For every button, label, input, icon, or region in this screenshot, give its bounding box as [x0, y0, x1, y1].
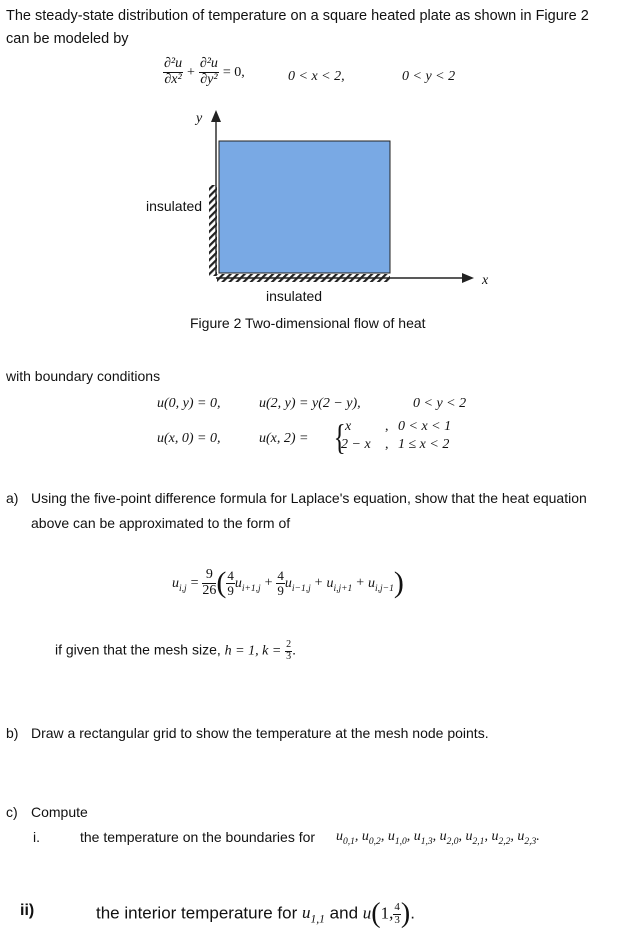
bc-row2-right: u(x, 2) =	[259, 431, 309, 446]
part-c-i-label: i.	[33, 829, 40, 845]
part-c-i-vars: $u_{0,1}$, $u_{0,2}$, $u_{1,0}$, $u_{1,3}$, $u_{2,0}$, $u_{2,1}$, $u_{2,2}$, $u_{2,3}$.	[336, 829, 540, 847]
bc-case1-sep: ,	[385, 419, 389, 434]
intro-line-1: The steady-state distribution of temperature on a square heated plate as shown in Figure 2	[6, 8, 589, 24]
formula-frac-2	[276, 569, 285, 597]
f1-num: 4	[227, 567, 234, 583]
pde-x-range: 0 < x < 2,	[288, 69, 345, 84]
x-axis-label: x	[482, 273, 489, 288]
pde-frac-y-den: ∂y²	[200, 71, 218, 87]
pde-plus: +	[187, 64, 195, 80]
coef-den: 26	[202, 582, 217, 598]
y-axis-label: y	[196, 111, 203, 126]
difference-formula: $u_{i,j}$ = $\frac{9}{26}$ ( $\frac{4}{9}$ $u_{i+1,j}$ + $\frac{4}{9}$ $u_{i-1,j} + u_{i,j+1} + u_{i,j-1}$)	[172, 566, 404, 599]
part-c-ii-den: 3	[394, 913, 400, 926]
bc-row1-right: u(2, y) = y(2 − y),	[259, 396, 361, 411]
mesh-k-den: 3	[286, 650, 292, 662]
part-c-ii-var: $u_{1,1}$	[302, 903, 325, 926]
bc-row1-left: u(0, y) = 0,	[157, 396, 221, 411]
x-axis-arrow	[462, 273, 474, 283]
formula-frac-1	[226, 569, 235, 597]
figure-2-diagram	[0, 100, 635, 340]
part-c-ii-num: 4	[394, 900, 400, 913]
part-b-label: b)	[6, 725, 19, 741]
mesh-h: h = 1, k =	[224, 643, 282, 659]
bc-case2-sep: ,	[385, 437, 389, 452]
pde-equation	[163, 57, 245, 87]
pde-frac-x-den: ∂x²	[164, 71, 182, 87]
part-c-ii-frac	[393, 902, 401, 926]
mesh-end: .	[292, 641, 297, 658]
formula-coefficient	[202, 568, 216, 598]
mesh-size-line	[55, 640, 296, 662]
formula-term-3: $u_{i,j+1}$	[326, 575, 353, 594]
pde-frac-x	[163, 57, 183, 87]
plate	[219, 141, 390, 273]
mesh-text: if given that the mesh size,	[55, 641, 221, 658]
pde-rhs: = 0,	[222, 64, 245, 80]
part-c-ii-label: ii)	[20, 902, 35, 919]
part-c-ii-and: and	[329, 903, 359, 923]
bc-row1-range: 0 < y < 2	[413, 396, 467, 411]
part-c-text: Compute	[31, 804, 88, 820]
part-c-ii-line: the interior temperature for $u_{1,1}$ and u(1, $\frac{4}{3}$ ).	[96, 898, 415, 929]
part-c-ii-text: the interior temperature for	[96, 903, 298, 923]
formula-equals: =	[190, 575, 199, 591]
f2-num: 4	[277, 567, 284, 583]
part-a-label: a)	[6, 490, 19, 506]
part-a-line-2: above can be approximated to the form of	[31, 515, 291, 531]
formula-open-paren: (	[216, 566, 227, 599]
part-c-label: c)	[6, 804, 18, 820]
pde-y-range: 0 < y < 2	[402, 69, 456, 84]
part-b-text: Draw a rectangular grid to show the temperature at the mesh node points.	[31, 725, 489, 741]
part-c-ii-u: u	[362, 903, 372, 923]
left-insulated-label: insulated	[146, 198, 203, 214]
bc-case1-expr: x	[345, 419, 352, 434]
bc-case1-cond: 0 < x < 1	[398, 419, 452, 434]
formula-term-4: $u_{i,j-1}$	[368, 575, 394, 594]
bc-case2-cond: 1 ≤ x < 2	[398, 437, 450, 452]
f1-den: 9	[227, 582, 234, 598]
bottom-insulated-label: insulated	[266, 288, 323, 304]
formula-close-paren: )	[393, 566, 404, 599]
bc-row2-left: u(x, 0) = 0,	[157, 431, 221, 446]
part-a-line-1: Using the five-point difference formula for Laplace's equation, show that the heat equation	[31, 490, 587, 506]
y-axis-arrow	[211, 110, 221, 122]
pde-frac-y	[199, 57, 219, 87]
part-c-ii-arg1: 1,	[380, 903, 394, 923]
f2-den: 9	[277, 582, 284, 598]
bc-heading: with boundary conditions	[6, 368, 161, 384]
bc-brace: {	[333, 417, 346, 457]
intro-line-2: can be modeled by	[6, 31, 129, 47]
formula-term-2: $u_{i-1,j}$	[284, 575, 311, 594]
coef-num: 9	[202, 568, 216, 584]
part-c-i-text: the temperature on the boundaries for	[80, 829, 316, 845]
bc-case2-expr: 2 − x	[341, 437, 371, 452]
pde-frac-y-num: ∂²u	[199, 56, 218, 71]
formula-term-1: $u_{i+1,j}$	[234, 575, 261, 594]
mesh-k-num: 2	[286, 639, 292, 650]
formula-lhs: $u_{i,j}$	[172, 575, 187, 594]
pde-frac-x-num: ∂²u	[164, 56, 183, 71]
figure-caption: Figure 2 Two-dimensional flow of heat	[190, 315, 426, 331]
